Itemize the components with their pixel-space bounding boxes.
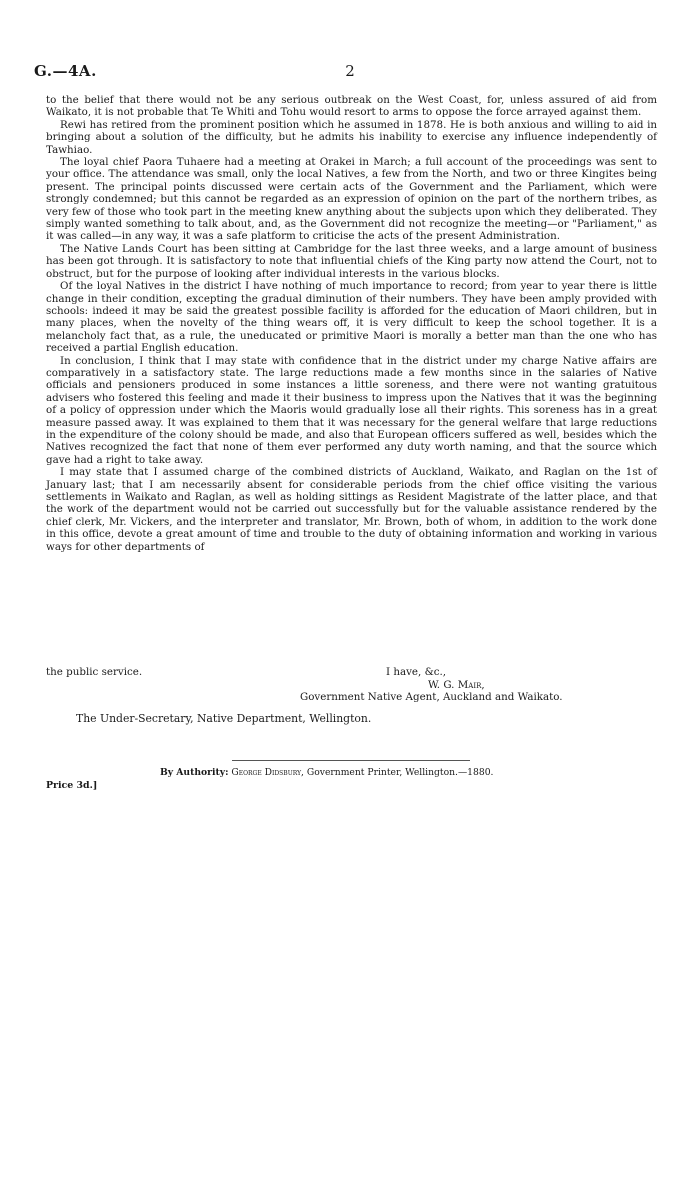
addressee: The Under-Secretary, Native Department, Wellington. xyxy=(76,712,372,725)
footer-divider xyxy=(232,760,470,761)
printer-name: George Didsbury, xyxy=(231,767,304,778)
paragraph-continuation: to the belief that there would not be any serious outbreak on the West Coast, for, unless assured of aid from Waikato, it is not probable that Te Whiti and Tohu would resort to arms to oppose the force arrayed against them. xyxy=(46,94,657,119)
document-id: G.—4A. xyxy=(34,62,97,80)
paragraph-assumed-charge: I may state that I assumed charge of the combined districts of Auckland, Waikato, and Raglan on the 1st of January last; that I am necessarily absent for considerable periods from the chief office visiting the various settlements in Waikato and Raglan, as well as holding sittings as Resident Magistrate of the latter place, and that the work of the department would not be carried out successfully but for the valuable assistance rendered by the chief clerk, Mr. Vickers, and the interpreter and translator, Mr. Brown, both of whom, in addition to the work done in this office, devote a great amount of time and trouble to the duty of obtaining information and working in various ways for other departments of xyxy=(46,466,657,553)
paragraph-orakei-meeting: The loyal chief Paora Tuhaere had a meeting at Orakei in March; a full account of the proceedings was sent to your office. The attendance was small, only the local Natives, a few from the North, and two or three Kingites being present. The principal points discussed were certain acts of the Government and the Parliament, which were strongly condemned; but this cannot be regarded as an expression of opinion on the part of the northern tribes, as very few of those who took part in the meeting knew anything about the subjects upon which they deliberated. They simply wanted something to talk about, and, as the Government did not recognize the meeting—or "Parliament," as it was called—in any way, it was a safe platform to criticise the acts of the present Administration. xyxy=(46,156,657,243)
signatory-name: W. G. Mair, xyxy=(428,678,485,691)
closing-salutation: I have, &c., xyxy=(386,666,447,678)
printer-imprint xyxy=(160,767,493,778)
closing-fragment: the public service. xyxy=(46,666,143,678)
signatory-title: Government Native Agent, Auckland and Waikato. xyxy=(300,691,563,703)
paragraph-lands-court: The Native Lands Court has been sitting at Cambridge for the last three weeks, and a large amount of business has been got through. It is satisfactory to note that influential chiefs of the King party now attend the Court, not to obstruct, but for the purpose of looking after individual interests in the various blocks. xyxy=(46,242,657,280)
page-header xyxy=(34,62,666,82)
price-label: Price 3d.] xyxy=(46,780,98,791)
by-authority-label: By Authority: xyxy=(160,767,229,778)
imprint-details: Government Printer, Wellington.—1880. xyxy=(306,767,494,778)
signature-block xyxy=(46,666,657,704)
paragraph-rewi: Rewi has retired from the prominent position which he assumed in 1878. He is both anxious and willing to aid in bringing about a solution of the difficulty, but he admits his inability to exercise any influence independently of Tawhiao. xyxy=(46,118,657,156)
page-number: 2 xyxy=(345,62,355,80)
paragraph-conclusion: In conclusion, I think that I may state with confidence that in the district under my charge Native affairs are comparatively in a satisfactory state. The large reductions made a few months since in the salaries of Native officials and pensioners produced in some instances a little soreness, and there were not wanting gratuitous advisers who fostered this feeling and made it their business to impress upon the Natives that it was the beginning of a policy of oppression under which the Maoris would gradually lose all their rights. This soreness has in a great measure passed away. It was explained to them that it was necessary for the general welfare that large reductions in the expenditure of the colony should be made, and also that European officers suffered as well, besides which the Natives recognized the fact that none of them ever performed any duty worth naming, and that the source which gave had a right to take away. xyxy=(46,354,657,466)
body-text xyxy=(46,94,657,553)
paragraph-loyal-natives: Of the loyal Natives in the district I have nothing of much importance to record; from year to year there is little change in their condition, excepting the gradual diminution of their numbers. They have been amply provided with schools: indeed it may be said the greatest possible facility is afforded for the education of Maori children, but in many places, when the novelty of the thing wears off, it is very difficult to keep the school together. It is a melancholy fact that, as a rule, the uneducated or primitive Maori is morally a better man than the one who has received a partial English education. xyxy=(46,280,657,355)
